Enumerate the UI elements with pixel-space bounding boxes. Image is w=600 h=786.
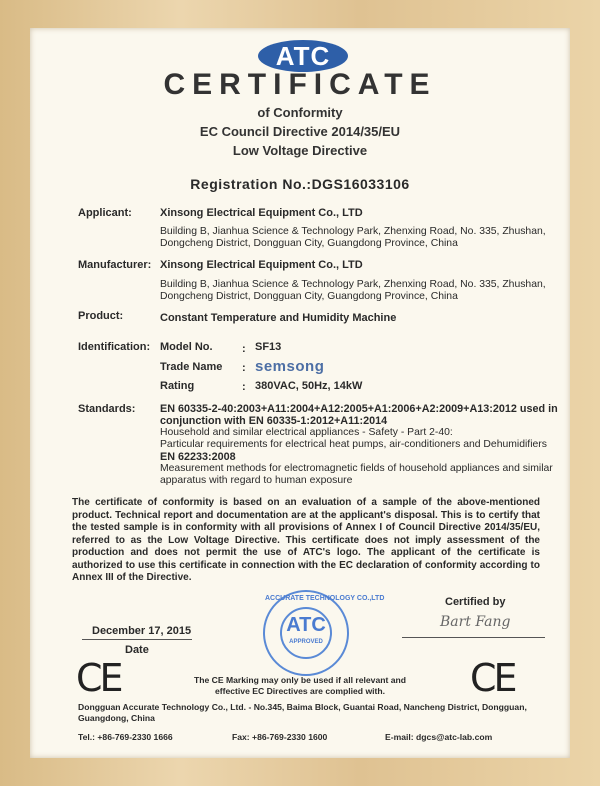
rating-sep: : <box>242 381 246 393</box>
applicant-address-1: Building B, Jianhua Science & Technology Park, Zhenxing Road, No. 335, Zhushan, <box>160 226 546 237</box>
standards-label: Standards: <box>78 403 136 415</box>
conformity-statement: The certificate of conformity is based on an evaluation of a sample of the above-mentioned product. Technical report and documentation are at the applicant's disposal. This is to certify that the tested sample is in conformity with all provisions of Annex I of Council Directive 2014/35/EU, referred to as the Low Voltage Directive. This certificate does not imply assessment of the production and does not permit the use of ATC's logo. The applicant of the certificate is authorized to use this certificate in connection with the EC declaration of conformity according to Annex III of the Directive. <box>72 497 540 583</box>
identification-label: Identification: <box>78 341 151 353</box>
product-label: Product: <box>78 310 124 322</box>
standard-line-2: conjunction with EN 60335-1:2012+A11:2014 <box>160 415 388 427</box>
issue-date: December 17, 2015 <box>92 625 192 637</box>
stamp-center: ATC <box>280 607 332 659</box>
standard-line-1: EN 60335-2-40:2003+A11:2004+A12:2005+A1:2006+A2:2009+A13:2012 used in <box>160 403 558 415</box>
registration-number: Registration No.:DGS16033106 <box>190 176 410 192</box>
standard-line-4: Particular requirements for electrical heat pumps, air-conditioners and Dehumidifiers <box>160 439 547 450</box>
standard-line-7: apparatus with regard to human exposure <box>160 475 353 486</box>
signature-line <box>402 637 545 638</box>
footer-email: E-mail: dgcs@atc-lab.com <box>385 732 493 742</box>
product-value: Constant Temperature and Humidity Machine <box>160 312 397 324</box>
rating-label: Rating <box>160 380 195 392</box>
ce-mark-right: CE <box>470 656 515 700</box>
ce-note-2: effective EC Directives are complied with. <box>214 686 386 696</box>
manufacturer-name: Xinsong Electrical Equipment Co., LTD <box>160 259 363 271</box>
atc-approval-stamp <box>263 590 385 676</box>
date-line <box>82 639 192 640</box>
footer-address-2: Guangdong, China <box>78 713 155 723</box>
model-sep: : <box>242 343 246 355</box>
manufacturer-address-1: Building B, Jianhua Science & Technology Park, Zhenxing Road, No. 335, Zhushan, <box>160 279 546 290</box>
ce-note-1: The CE Marking may only be used if all relevant and <box>193 675 407 685</box>
footer-address-1: Dongguan Accurate Technology Co., Ltd. - No.345, Baima Block, Guantai Road, Nancheng District, Dongguan, <box>78 702 527 712</box>
certified-by-label: Certified by <box>445 596 506 608</box>
manufacturer-address-2: Dongcheng District, Dongguan City, Guangdong Province, China <box>160 291 458 302</box>
subtitle-conformity: of Conformity <box>257 105 343 120</box>
applicant-label: Applicant: <box>78 207 132 219</box>
applicant-address-2: Dongcheng District, Dongguan City, Guangdong Province, China <box>160 238 458 249</box>
rating-value: 380VAC, 50Hz, 14kW <box>255 380 363 392</box>
signature: Bart Fang <box>440 614 511 630</box>
stamp-approved: APPROVED <box>289 639 323 645</box>
footer-tel: Tel.: +86-769-2330 1666 <box>78 732 173 742</box>
trade-name-label: Trade Name <box>160 361 223 373</box>
stamp-ring-text: ACCURATE TECHNOLOGY CO.,LTD <box>265 595 385 602</box>
date-label: Date <box>125 644 149 656</box>
footer-fax: Fax: +86-769-2330 1600 <box>232 732 328 742</box>
trade-name-logo: semsong <box>255 358 325 375</box>
trade-sep: : <box>242 362 246 374</box>
standard-line-5: EN 62233:2008 <box>160 451 236 463</box>
certificate-title: CERTIFICATE <box>163 68 437 101</box>
applicant-name: Xinsong Electrical Equipment Co., LTD <box>160 207 363 219</box>
ce-mark-left: CE <box>76 656 121 700</box>
standard-line-6: Measurement methods for electromagnetic fields of household appliances and similar <box>160 463 553 474</box>
model-value: SF13 <box>255 341 282 353</box>
manufacturer-label: Manufacturer: <box>78 259 152 271</box>
subtitle-directive: EC Council Directive 2014/35/EU <box>199 124 401 139</box>
standard-line-3: Household and similar electrical appliances - Safety - Part 2-40: <box>160 427 453 438</box>
atc-logo: ATC <box>258 40 348 72</box>
subtitle-lvd: Low Voltage Directive <box>232 143 368 158</box>
model-label: Model No. <box>160 341 213 353</box>
